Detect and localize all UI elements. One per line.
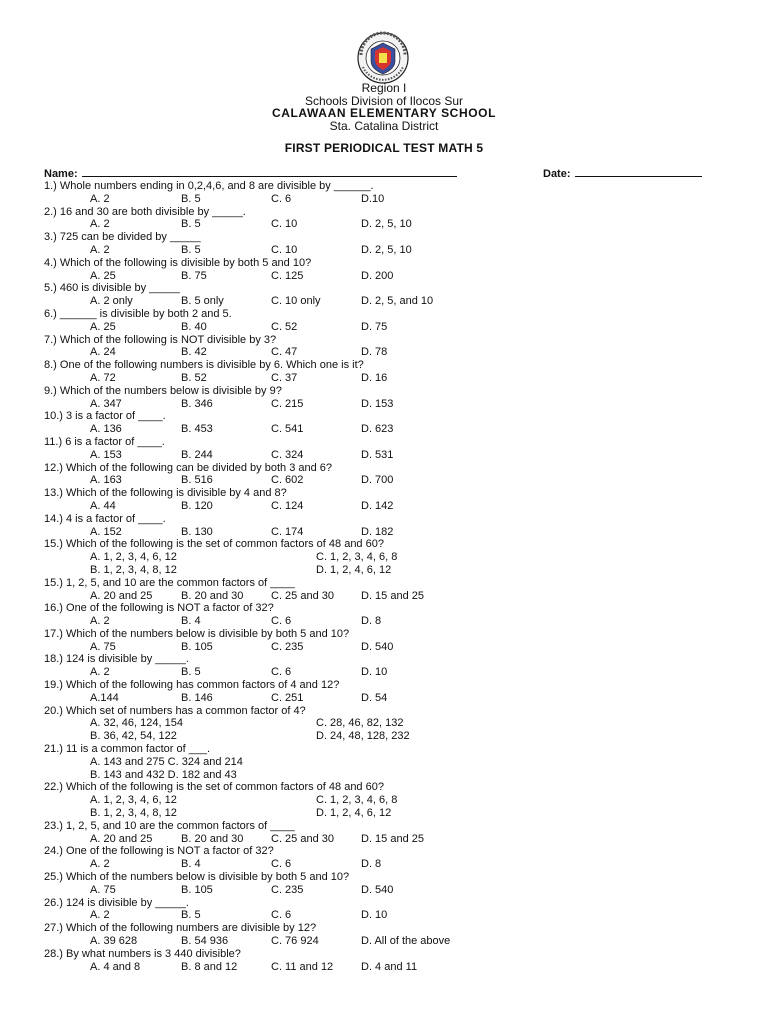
question-item [44,206,744,232]
question-item [44,820,744,846]
answer-option[interactable]: D. 4 and 11 [361,960,418,973]
question-item [44,743,744,781]
test-title: FIRST PERIODICAL TEST MATH 5 [284,141,484,155]
question-text: 4.) Which of the following is divisible by both 5 and 10? [44,256,312,269]
answer-options-row [44,500,744,513]
question-text: 6.) ______ is divisible by both 2 and 5. [44,307,232,320]
answer-options-row [44,909,744,922]
question-item [44,180,744,206]
answer-option[interactable]: C. 25 and 30 [271,589,334,602]
answer-option[interactable]: A. 2 only [90,295,133,308]
district-label: Sta. Catalina District [329,119,439,133]
answer-option[interactable]: B. 105 [181,883,213,896]
question-text: 27.) Which of the following numbers are divisible by 12? [44,922,317,935]
question-item [44,282,744,308]
question-text: 17.) Which of the numbers below is divisible by both 5 and 10? [44,627,350,640]
name-field[interactable] [44,167,457,181]
answer-option[interactable]: C. 1, 2, 3, 4, 6, 8 [316,794,398,807]
date-label: Date: [543,168,571,180]
answer-options-row [44,641,744,654]
answer-option[interactable]: C. 324 [271,448,304,461]
answer-option[interactable]: C. 37 [271,371,298,384]
answer-option[interactable]: A. 1, 2, 3, 4, 6, 12 [90,794,177,807]
answer-option[interactable]: B. 8 and 12 [181,960,238,973]
question-item [44,231,744,257]
answer-option[interactable]: C. 10 [271,218,298,231]
question-item [44,538,744,576]
answer-options-row [44,564,744,577]
answer-options-row [44,270,744,283]
question-list [44,180,744,973]
answer-option[interactable]: A. 143 and 275 C. 324 and 214 [90,755,243,768]
answer-options-row [44,615,744,628]
answer-options-row [44,692,744,705]
answer-option[interactable]: A. 39 628 [90,935,138,948]
answer-options-row [44,423,744,436]
answer-option[interactable]: A. 24 [90,346,116,359]
answer-option[interactable]: C. 47 [271,346,298,359]
question-text: 24.) One of the following is NOT a factor of 32? [44,845,274,858]
question-item [44,334,744,360]
answer-option[interactable]: C. 602 [271,474,304,487]
question-item [44,653,744,679]
answer-option[interactable]: D. 200 [361,269,394,282]
answer-option[interactable]: D. 78 [361,346,388,359]
question-text: 13.) Which of the following is divisible by 4 and 8? [44,487,287,500]
question-text: 1.) Whole numbers ending in 0,2,4,6, and 8 are divisible by ______. [44,180,374,192]
answer-options-row [44,449,744,462]
answer-option[interactable]: D.10 [361,192,385,205]
question-item [44,359,744,385]
question-item [44,948,744,974]
answer-options-row [44,590,744,603]
question-item [44,871,744,897]
question-item [44,513,744,539]
answer-option[interactable]: A. 75 [90,640,116,653]
answer-options-row [44,717,744,730]
question-text: 26.) 124 is divisible by _____. [44,896,189,909]
answer-options-row [44,526,744,539]
answer-option[interactable]: D. 10 [361,666,388,679]
answer-option[interactable]: D. 10 [361,909,388,922]
answer-option[interactable]: B. 346 [181,397,213,410]
question-item [44,705,744,743]
answer-option[interactable]: B. 75 [181,269,207,282]
answer-option[interactable]: D. 1, 2, 4, 6, 12 [316,807,392,820]
date-field[interactable] [543,167,702,181]
answer-options-row [44,193,744,206]
answer-option[interactable]: D. All of the above [361,935,451,948]
answer-option[interactable]: D. 540 [361,883,394,896]
answer-options-row [44,858,744,871]
question-text: 23.) 1, 2, 5, and 10 are the common factors of ____ [44,819,295,832]
answer-option[interactable]: D. 15 and 25 [361,832,424,845]
question-text: 25.) Which of the numbers below is divisible by both 5 and 10? [44,871,350,884]
answer-option[interactable]: D. 142 [361,499,394,512]
answer-option[interactable]: C. 235 [271,640,304,653]
question-item [44,679,744,705]
answer-option[interactable]: A.144 [90,691,119,704]
answer-options-row [44,474,744,487]
question-item [44,257,744,283]
answer-option[interactable]: B. 20 and 30 [181,589,244,602]
answer-option[interactable]: B. 244 [181,448,213,461]
answer-option[interactable]: D. 2, 5, and 10 [361,295,434,308]
answer-option[interactable]: A. 44 [90,499,116,512]
answer-option[interactable]: B. 120 [181,499,213,512]
answer-option[interactable]: B. 4 [181,615,201,628]
answer-option[interactable]: B. 130 [181,525,213,538]
answer-option[interactable]: A. 4 and 8 [90,960,141,973]
answer-options-row [44,321,744,334]
name-blank-line[interactable] [82,167,457,177]
answer-option[interactable]: D. 15 and 25 [361,589,424,602]
question-item [44,487,744,513]
question-text: 18.) 124 is divisible by _____. [44,653,189,666]
question-text: 22.) Which of the following is the set of common factors of 48 and 60? [44,781,384,794]
question-text: 7.) Which of the following is NOT divisible by 3? [44,333,277,346]
answer-option[interactable]: B. 105 [181,640,213,653]
answer-option[interactable]: A. 20 and 25 [90,832,153,845]
answer-option[interactable]: A. 25 [90,269,116,282]
question-text: 11.) 6 is a factor of ____. [44,435,165,448]
question-item [44,462,744,488]
answer-option[interactable]: C. 25 and 30 [271,832,334,845]
question-item [44,308,744,334]
question-item [44,781,744,819]
answer-option[interactable]: B. 52 [181,371,207,384]
question-item [44,410,744,436]
region-label: Region I [361,81,407,95]
answer-option[interactable]: A. 2 [90,243,110,256]
answer-option[interactable]: A. 2 [90,192,110,205]
question-item [44,897,744,923]
answer-option[interactable]: B. 146 [181,691,213,704]
answer-option[interactable]: C. 52 [271,320,298,333]
answer-options-row [44,218,744,231]
answer-option[interactable]: C. 6 [271,909,292,922]
answer-option[interactable]: D. 153 [361,397,394,410]
question-text: 16.) One of the following is NOT a factor of 32? [44,602,274,615]
answer-option[interactable]: A. 163 [90,474,122,487]
answer-options-row [44,551,744,564]
question-text: 15.) Which of the following is the set of common factors of 48 and 60? [44,538,384,551]
answer-option[interactable]: A. 75 [90,883,116,896]
answer-option[interactable]: C. 174 [271,525,304,538]
answer-option[interactable]: A. 2 [90,858,110,871]
answer-option[interactable]: D. 16 [361,371,388,384]
answer-option[interactable]: A. 72 [90,371,116,384]
question-text: 14.) 4 is a factor of ____. [44,512,166,525]
answer-option[interactable]: C. 76 924 [271,935,319,948]
answer-option[interactable]: C. 10 only [271,295,321,308]
answer-option[interactable]: A. 152 [90,525,122,538]
answer-option[interactable]: C. 215 [271,397,304,410]
answer-option[interactable]: B. 5 [181,243,201,256]
answer-options-row [44,794,744,807]
answer-option[interactable]: C. 6 [271,192,292,205]
answer-option[interactable]: B. 516 [181,474,213,487]
answer-option[interactable]: D. 182 [361,525,394,538]
answer-options-row [44,346,744,359]
answer-option[interactable]: B. 143 and 432 D. 182 and 43 [90,768,237,781]
answer-option[interactable]: D. 54 [361,691,388,704]
answer-option[interactable]: D. 700 [361,474,394,487]
question-text: 5.) 460 is divisible by _____ [44,282,180,295]
answer-option[interactable]: C. 251 [271,691,304,704]
question-text: 8.) One of the following numbers is divisible by 6. Which one is it? [44,359,364,372]
answer-option[interactable]: A. 2 [90,909,110,922]
answer-option[interactable]: B. 40 [181,320,207,333]
answer-option[interactable]: B. 5 [181,666,201,679]
answer-option[interactable]: A. 32, 46, 124, 154 [90,717,183,730]
answer-options-row [44,295,744,308]
answer-option[interactable]: B. 20 and 30 [181,832,244,845]
answer-option[interactable]: D. 24, 48, 128, 232 [316,730,410,743]
answer-option[interactable]: D. 2, 5, 10 [361,218,412,231]
answer-option[interactable]: D. 75 [361,320,388,333]
question-text: 2.) 16 and 30 are both divisible by _____. [44,205,246,218]
name-label: Name: [44,168,78,180]
answer-option[interactable]: C. 11 and 12 [271,960,334,973]
answer-option[interactable]: A. 20 and 25 [90,589,153,602]
date-blank-line[interactable] [575,167,702,177]
answer-option[interactable]: A. 136 [90,423,122,436]
answer-option[interactable]: B. 5 [181,218,201,231]
answer-option[interactable]: C. 124 [271,499,304,512]
answer-options-row [44,666,744,679]
question-text: 28.) By what numbers is 3 440 divisible? [44,947,241,960]
question-text: 19.) Which of the following has common factors of 4 and 12? [44,679,340,692]
answer-option[interactable]: A. 153 [90,448,122,461]
answer-option[interactable]: A. 2 [90,615,110,628]
answer-option[interactable]: A. 25 [90,320,116,333]
answer-option[interactable]: D. 8 [361,615,382,628]
answer-options-row [44,756,744,769]
question-text: 21.) 11 is a common factor of ___. [44,743,211,756]
answer-option[interactable]: B. 5 [181,192,201,205]
question-text: 9.) Which of the numbers below is divisible by 9? [44,384,282,397]
answer-option[interactable]: B. 1, 2, 3, 4, 8, 12 [90,563,177,576]
answer-option[interactable]: C. 125 [271,269,304,282]
question-text: 20.) Which set of numbers has a common factor of 4? [44,704,306,717]
answer-option[interactable]: A. 2 [90,666,110,679]
question-item [44,628,744,654]
answer-option[interactable]: A. 1, 2, 3, 4, 6, 12 [90,551,177,564]
question-text: 3.) 725 can be divided by _____ [44,231,201,244]
question-item [44,577,744,603]
answer-option[interactable]: D. 2, 5, 10 [361,243,412,256]
answer-option[interactable]: C. 6 [271,858,292,871]
answer-option[interactable]: A. 2 [90,218,110,231]
answer-options-row [44,884,744,897]
answer-option[interactable]: D. 623 [361,423,394,436]
answer-option[interactable]: A. 347 [90,397,122,410]
answer-option[interactable]: B. 1, 2, 3, 4, 8, 12 [90,807,177,820]
answer-options-row [44,769,744,782]
answer-option[interactable]: B. 5 [181,909,201,922]
answer-option[interactable]: C. 1, 2, 3, 4, 6, 8 [316,551,398,564]
answer-option[interactable]: B. 453 [181,423,213,436]
answer-option[interactable]: B. 5 only [181,295,224,308]
answer-option[interactable]: C. 6 [271,615,292,628]
question-item [44,922,744,948]
answer-options-row [44,372,744,385]
answer-option[interactable]: C. 6 [271,666,292,679]
answer-options-row [44,398,744,411]
answer-option[interactable]: D. 540 [361,640,394,653]
answer-options-row [44,935,744,948]
answer-options-row [44,961,744,974]
answer-option[interactable]: B. 42 [181,346,207,359]
answer-option[interactable]: B. 4 [181,858,201,871]
school-name: CALAWAAN ELEMENTARY SCHOOL [271,106,497,120]
answer-option[interactable]: C. 10 [271,243,298,256]
answer-option[interactable]: B. 36, 42, 54, 122 [90,730,177,743]
answer-option[interactable]: D. 1, 2, 4, 6, 12 [316,563,392,576]
question-item [44,845,744,871]
answer-option[interactable]: D. 531 [361,448,394,461]
question-text: 15.) 1, 2, 5, and 10 are the common factors of ____ [44,576,295,589]
answer-options-row [44,730,744,743]
answer-option[interactable]: D. 8 [361,858,382,871]
question-text: 12.) Which of the following can be divided by both 3 and 6? [44,461,333,474]
division-label: Schools Division of Ilocos Sur [304,94,464,108]
question-text: 10.) 3 is a factor of ____. [44,410,166,423]
answer-option[interactable]: B. 54 936 [181,935,229,948]
answer-options-row [44,833,744,846]
question-item [44,385,744,411]
answer-option[interactable]: C. 28, 46, 82, 132 [316,717,404,730]
question-item [44,602,744,628]
question-item [44,436,744,462]
deped-seal-logo [347,31,419,85]
answer-options-row [44,244,744,257]
answer-option[interactable]: C. 541 [271,423,304,436]
answer-options-row [44,807,744,820]
answer-option[interactable]: C. 235 [271,883,304,896]
